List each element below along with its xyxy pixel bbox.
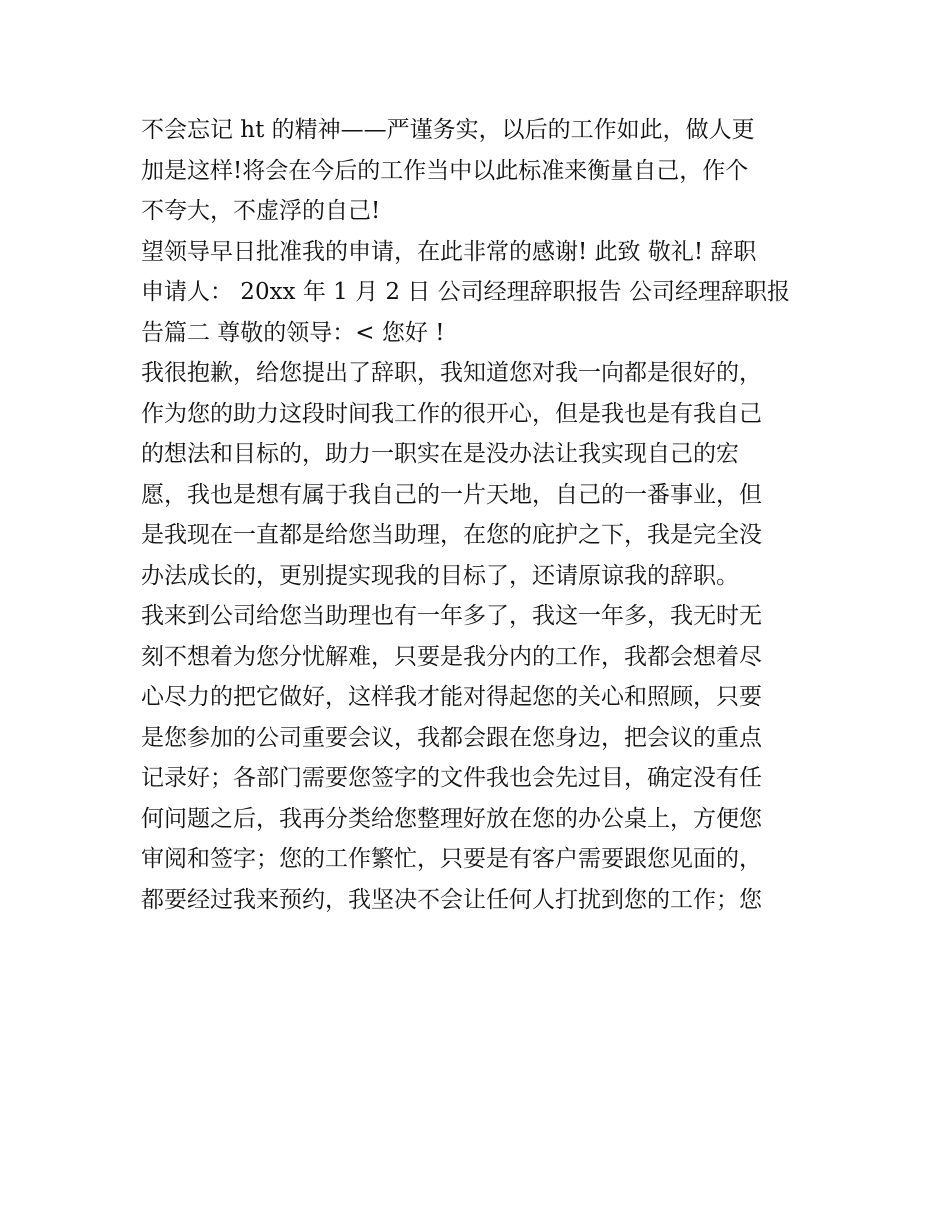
text-line: 都要经过我来预约，我坚决不会让任何人打扰到您的工作；您 xyxy=(141,886,762,913)
paragraph-2 xyxy=(141,232,821,354)
text-line: 记录好；各部门需要您签字的文件我也会先过目，确定没有任 xyxy=(141,765,762,791)
text-line: 作为您的助力这段时间我工作的很开心，但是我也是有我自己 xyxy=(141,400,762,427)
document-body xyxy=(141,110,821,920)
text-line: 我很抱歉，给您提出了辞职，我知道您对我一向都是很好的， xyxy=(141,360,762,386)
paragraph-1 xyxy=(141,110,821,232)
paragraph-4 xyxy=(141,596,821,920)
text-line: 何问题之后，我再分类给您整理好放在您的办公桌上，方便您 xyxy=(141,805,762,832)
text-line: 申请人： 20xx 年 1 月 2 日 公司经理辞职报告 公司经理辞职报 xyxy=(141,279,790,305)
text-line: 的想法和目标的，助力一职实在是没办法让我实现自己的宏 xyxy=(141,441,739,467)
text-line: 办法成长的，更别提实现我的目标了，还请原谅我的辞职。 xyxy=(141,562,739,589)
text-line: 加是这样!将会在今后的工作当中以此标准来衡量自己，作个 xyxy=(141,157,749,184)
text-line: 我来到公司给您当助理也有一年多了，我这一年多，我无时无 xyxy=(141,603,762,629)
text-line: 审阅和签字；您的工作繁忙，只要是有客户需要跟您见面的， xyxy=(141,846,762,872)
text-line: 望领导早日批准我的申请，在此非常的感谢! 此致 敬礼! 辞职 xyxy=(141,238,757,265)
text-line: 是您参加的公司重要会议，我都会跟在您身边，把会议的重点 xyxy=(141,724,762,751)
text-line: 不夸大，不虚浮的自己! xyxy=(141,198,381,224)
text-line: 刻不想着为您分忧解难，只要是我分内的工作，我都会想着尽 xyxy=(141,643,762,670)
text-line: 是我现在一直都是给您当助理，在您的庇护之下，我是完全没 xyxy=(141,522,762,548)
text-line: 告篇二 尊敬的领导：< 您好 ! xyxy=(141,319,445,346)
text-line: 愿，我也是想有属于我自己的一片天地，自己的一番事业，但 xyxy=(141,481,762,508)
text-line: 心尽力的把它做好，这样我才能对得起您的关心和照顾，只要 xyxy=(141,684,762,710)
paragraph-3 xyxy=(141,353,821,596)
text-line: 不会忘记 ht 的精神——严谨务实，以后的工作如此，做人更 xyxy=(141,117,755,143)
